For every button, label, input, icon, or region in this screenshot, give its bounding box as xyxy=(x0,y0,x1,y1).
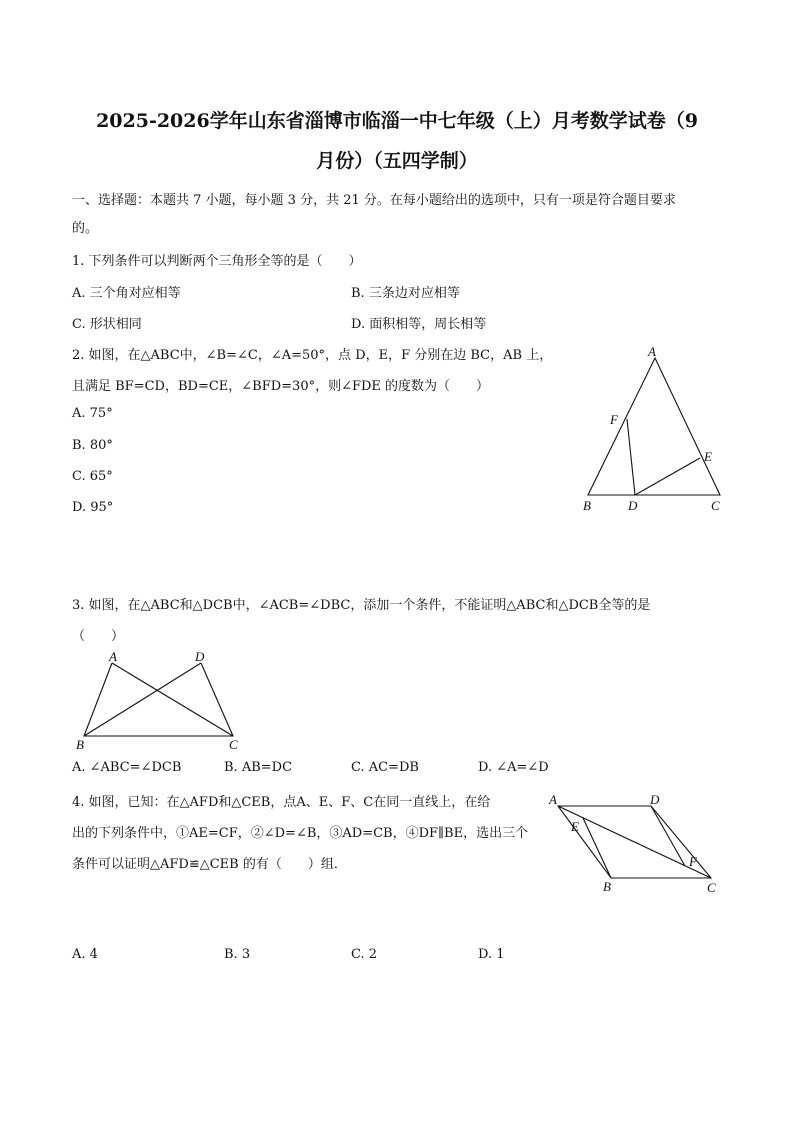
q2-label-a: A xyxy=(648,344,656,359)
q3-segment-ac xyxy=(112,663,233,736)
q2-option-c[interactable]: C. 65° xyxy=(72,469,113,484)
q1-option-a[interactable]: A. 三个角对应相等 xyxy=(72,286,181,301)
q3-option-a[interactable]: A. ∠ABC=∠DCB xyxy=(72,760,182,775)
q4-label-c: C xyxy=(707,880,716,895)
q4-label-d: D xyxy=(650,792,660,807)
q3-label-c: C xyxy=(229,737,238,752)
q3-figure xyxy=(70,645,250,755)
q2-segment-de xyxy=(635,458,700,495)
q3-label-a: A xyxy=(109,649,117,664)
section-heading-line2: 的。 xyxy=(72,221,99,236)
q4-segment-df xyxy=(651,806,685,866)
page-title: 2025-2026学年山东省淄博市临淄一中七年级（上）月考数学试卷（9 xyxy=(96,110,698,132)
q3-label-d: D xyxy=(195,649,205,664)
q3-option-c[interactable]: C. AC=DB xyxy=(351,760,419,775)
q2-figure xyxy=(575,340,735,520)
q4-option-d[interactable]: D. 1 xyxy=(478,947,505,962)
q2-option-a[interactable]: A. 75° xyxy=(72,406,113,421)
q1-option-b[interactable]: B. 三条边对应相等 xyxy=(351,286,460,301)
q1-option-c[interactable]: C. 形状相同 xyxy=(72,317,142,332)
q4-label-b: B xyxy=(603,879,611,894)
q4-stem-line3: 条件可以证明△AFD≌△CEB 的有（ ）组． xyxy=(72,857,347,872)
q3-segment-db xyxy=(84,663,201,736)
q4-option-b[interactable]: B. 3 xyxy=(224,947,251,962)
q3-stem-line2: （ ） xyxy=(72,629,125,644)
q4-option-a[interactable]: A. 4 xyxy=(72,947,98,962)
q2-option-b[interactable]: B. 80° xyxy=(72,438,113,453)
q4-label-f: F xyxy=(689,854,697,869)
q2-segment-fd xyxy=(627,419,635,495)
q4-label-a: A xyxy=(549,792,557,807)
q4-segment-eb xyxy=(583,818,611,878)
section-heading: 一、选择题：本题共 7 小题，每小题 3 分，共 21 分。在每小题给出的选项中，只有一项是符合题目要求 xyxy=(72,193,676,208)
q4-stem: 4. 如图，已知：在△AFD和△CEB，点A、E、F、C在同一直线上，在给 xyxy=(72,795,491,810)
q2-label-b: B xyxy=(583,498,591,513)
q4-label-e: E xyxy=(571,819,579,834)
q2-label-e: E xyxy=(704,449,712,464)
q4-stem-line2: 出的下列条件中，①AE=CF，②∠D=∠B，③AD=CB，④DF∥BE，选出三个 xyxy=(72,826,529,841)
q4-option-c[interactable]: C. 2 xyxy=(351,947,378,962)
q3-outline xyxy=(84,663,233,736)
q2-stem-line2: 且满足 BF=CD，BD=CE，∠BFD=30°，则∠FDE 的度数为（ ） xyxy=(72,379,490,394)
q2-label-d: D xyxy=(628,498,638,513)
q1-option-d[interactable]: D. 面积相等，周长相等 xyxy=(351,317,487,332)
q3-stem: 3. 如图，在△ABC和△DCB中，∠ACB=∠DBC，添加一个条件，不能证明△ABC和△DCB全等的是 xyxy=(72,598,651,613)
q2-label-f: F xyxy=(610,412,618,427)
q4-figure xyxy=(540,785,730,900)
q2-option-d[interactable]: D. 95° xyxy=(72,500,114,515)
q3-option-d[interactable]: D. ∠A=∠D xyxy=(478,760,549,775)
q1-stem: 1. 下列条件可以判断两个三角形全等的是（ ） xyxy=(72,254,362,269)
q3-option-b[interactable]: B. AB=DC xyxy=(224,760,293,775)
q2-stem: 2. 如图，在△ABC中，∠B=∠C，∠A=50°，点 D，E，F 分别在边 BC，AB 上， xyxy=(72,348,553,363)
q2-label-c: C xyxy=(711,498,720,513)
q3-label-b: B xyxy=(76,737,84,752)
q2-triangle-abc xyxy=(588,358,720,495)
page-title-line2: 月份）（五四学制） xyxy=(316,150,478,172)
